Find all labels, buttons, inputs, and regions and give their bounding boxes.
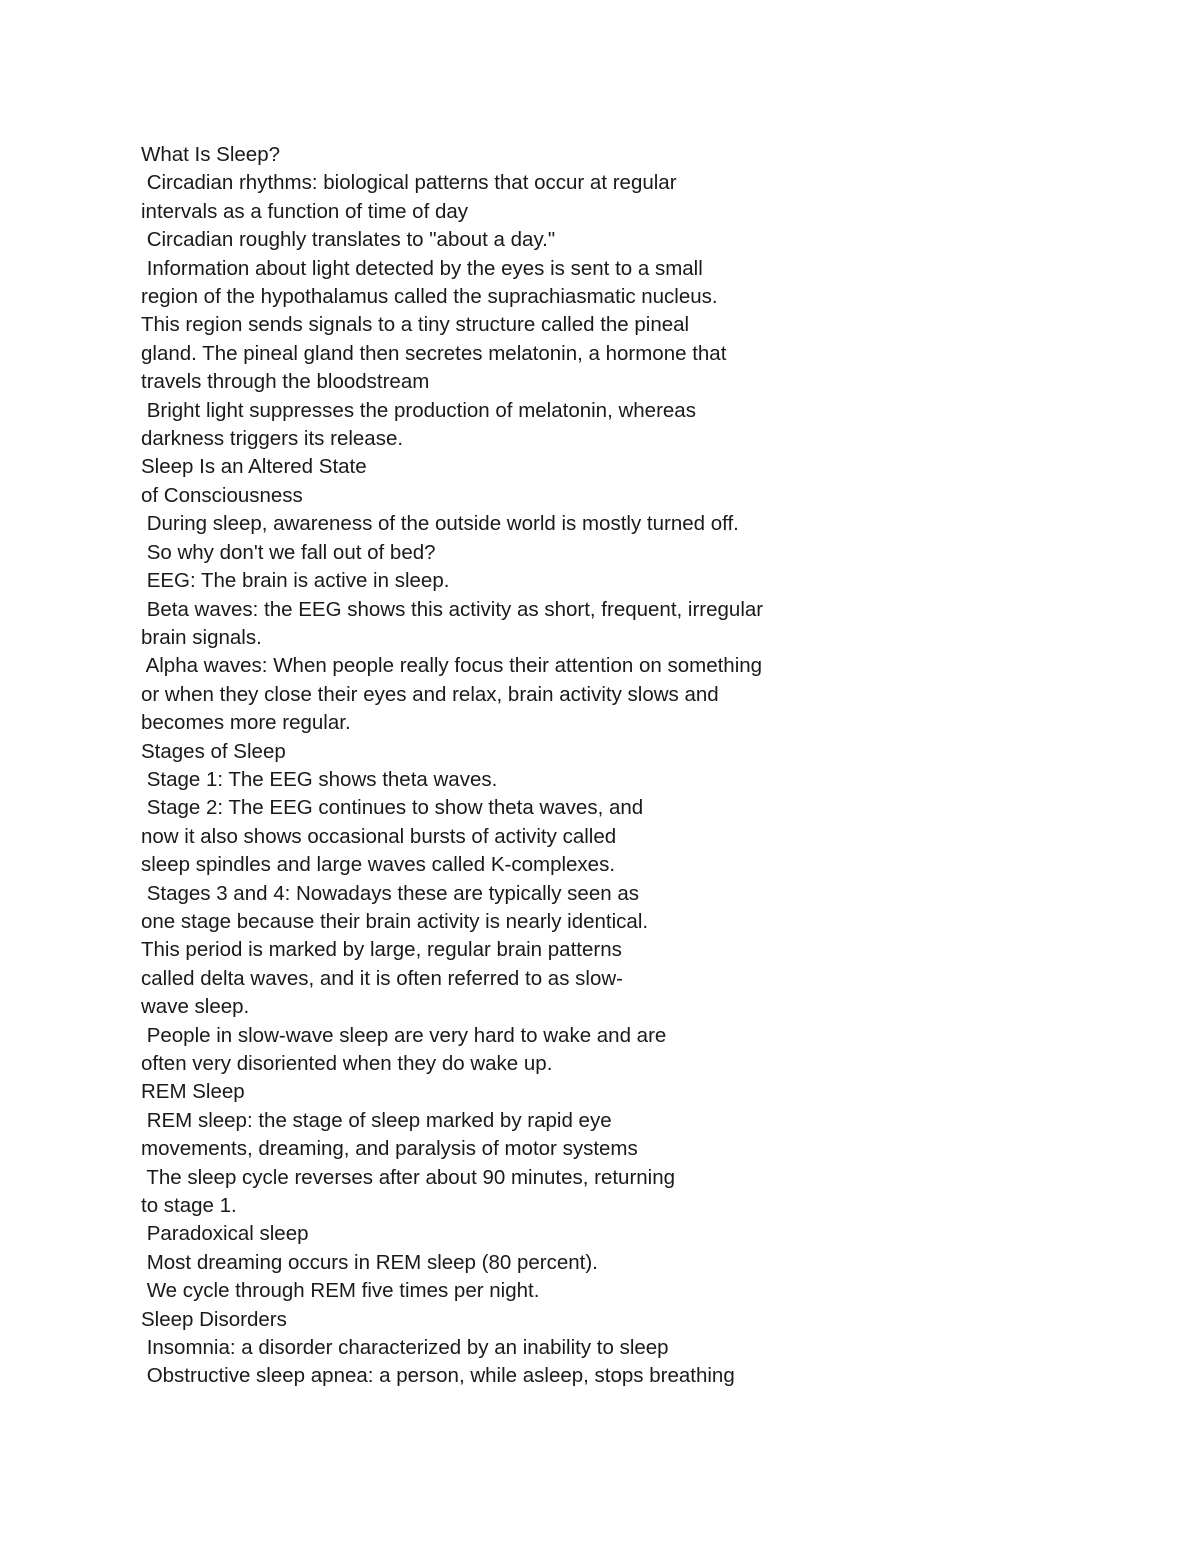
text-line: EEG: The brain is active in sleep. (141, 569, 450, 593)
text-line: brain signals. (141, 625, 262, 649)
text-line: Stage 1: The EEG shows theta waves. (141, 767, 498, 791)
text-line: or when they close their eyes and relax, brain activity slows and (141, 682, 719, 706)
text-line: wave sleep. (141, 995, 250, 1019)
text-line: gland. The pineal gland then secretes melatonin, a hormone that (141, 341, 727, 365)
text-line: Obstructive sleep apnea: a person, while asleep, stops breathing (141, 1364, 735, 1388)
text-line: often very disoriented when they do wake up. (141, 1052, 553, 1075)
text-line: Circadian roughly translates to "about a day." (141, 228, 556, 252)
text-line: Bright light suppresses the production of melatonin, whereas (141, 398, 696, 422)
text-line: This period is marked by large, regular brain patterns (141, 938, 622, 962)
text-line: Insomnia: a disorder characterized by an inability to sleep (141, 1336, 669, 1360)
text-line: to stage 1. (141, 1194, 237, 1218)
text-line: REM sleep: the stage of sleep marked by rapid eye (141, 1108, 612, 1132)
text-line: This region sends signals to a tiny structure called the pineal (141, 313, 690, 337)
document-body (141, 141, 1041, 1391)
text-line: During sleep, awareness of the outside world is mostly turned off. (141, 512, 739, 536)
text-line: Circadian rhythms: biological patterns that occur at regular (141, 171, 677, 195)
text-line: We cycle through REM five times per night. (141, 1279, 540, 1303)
heading-stages-of-sleep: Stages of Sleep (141, 739, 286, 763)
text-line: intervals as a function of time of day (141, 199, 469, 223)
text-line: now it also shows occasional bursts of activity called (141, 824, 617, 848)
heading-sleep-disorders: Sleep Disorders (141, 1307, 287, 1331)
text-line: region of the hypothalamus called the suprachiasmatic nucleus. (141, 285, 718, 309)
text-line: travels through the bloodstream (141, 370, 430, 394)
text-line: Stages 3 and 4: Nowadays these are typically seen as (141, 881, 639, 905)
heading-what-is-sleep: What Is Sleep? (141, 143, 281, 166)
heading-altered-state-cont: of Consciousness (141, 483, 303, 507)
text-line: People in slow-wave sleep are very hard to wake and are (141, 1023, 667, 1047)
heading-rem-sleep: REM Sleep (141, 1080, 245, 1104)
text-line: Alpha waves: When people really focus their attention on something (141, 654, 763, 678)
text-line: called delta waves, and it is often referred to as slow- (141, 966, 623, 990)
text-line: Stage 2: The EEG continues to show theta waves, and (141, 796, 644, 820)
text-line: Information about light detected by the eyes is sent to a small (141, 256, 703, 280)
text-line: Paradoxical sleep (141, 1222, 309, 1246)
text-line: movements, dreaming, and paralysis of motor systems (141, 1137, 638, 1161)
heading-altered-state: Sleep Is an Altered State (141, 455, 367, 479)
text-line: sleep spindles and large waves called K-complexes. (141, 853, 616, 877)
text-line: Most dreaming occurs in REM sleep (80 percent). (141, 1250, 598, 1274)
text-line: Beta waves: the EEG shows this activity as short, frequent, irregular (141, 597, 764, 621)
text-line: So why don't we fall out of bed? (141, 540, 436, 564)
text-line: darkness triggers its release. (141, 427, 404, 451)
text-line: The sleep cycle reverses after about 90 minutes, returning (141, 1165, 676, 1189)
text-line: one stage because their brain activity is nearly identical. (141, 909, 649, 933)
text-line: becomes more regular. (141, 711, 351, 735)
